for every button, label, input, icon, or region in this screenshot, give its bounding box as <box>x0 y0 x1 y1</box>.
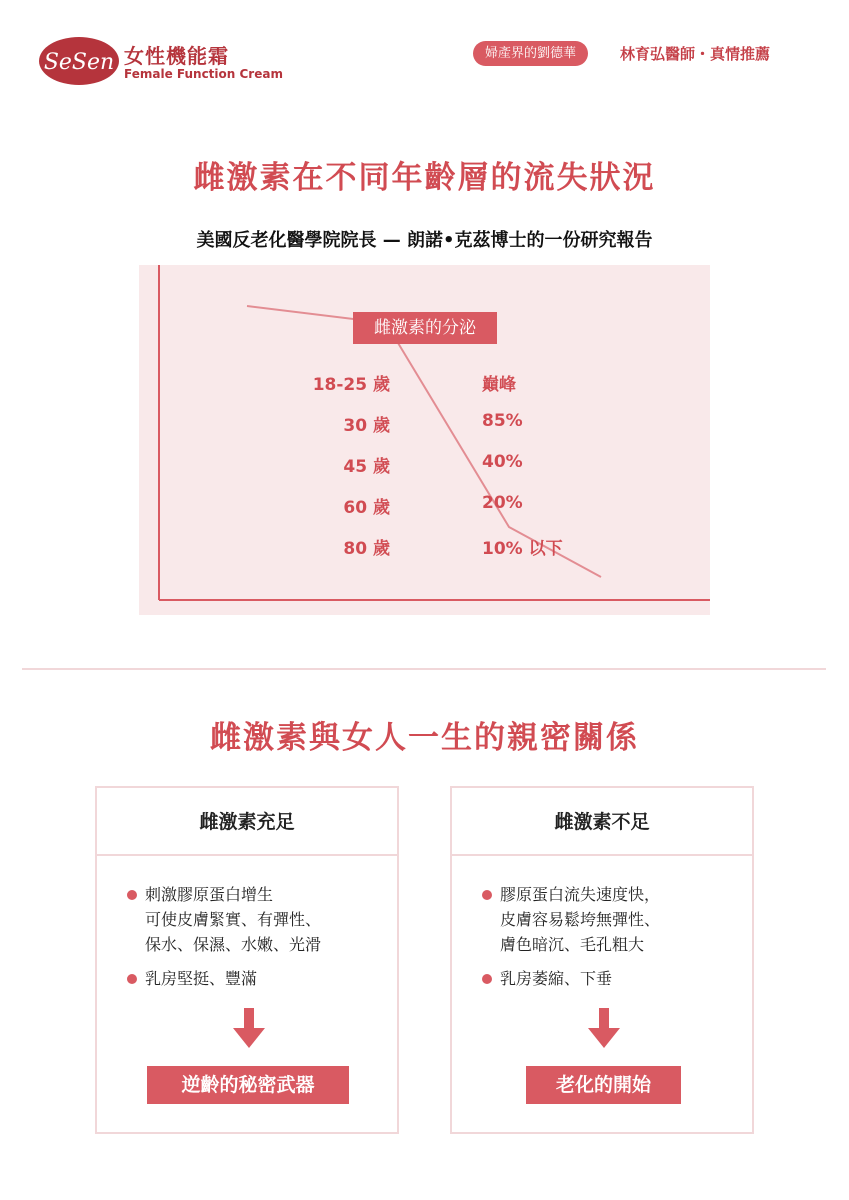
result-badge: 逆齡的秘密武器 <box>147 1066 349 1104</box>
card-heading: 雌激素充足 <box>97 788 397 856</box>
bullet-text: 乳房堅挺、豐滿 <box>145 969 258 988</box>
tag-badge: 婦產界的劉德華 <box>473 41 588 66</box>
bullet-text: 可使皮膚緊實、有彈性、 <box>145 910 322 929</box>
age-label: 80 歲 <box>343 539 390 559</box>
bullet-text: 膚色暗沉、毛孔粗大 <box>500 935 645 954</box>
bullet-text: 刺激膠原蛋白增生 <box>145 885 274 904</box>
bullet-text: 膠原蛋白流失速度快， <box>500 885 661 904</box>
card-insufficient <box>450 786 754 1134</box>
list-item <box>127 882 321 957</box>
list-item <box>127 966 257 991</box>
age-label: 18-25 歲 <box>312 375 390 395</box>
age-label: 45 歲 <box>343 457 390 477</box>
bullet-dot-icon <box>127 890 137 900</box>
result-badge: 老化的開始 <box>526 1066 681 1104</box>
section-divider <box>22 668 826 670</box>
age-label: 30 歲 <box>343 416 390 436</box>
secretion-value: 20% <box>482 493 523 513</box>
secretion-value: 40% <box>482 452 523 472</box>
bullet-text: 保水、保濕、水嫩、光滑 <box>145 935 322 954</box>
brand-name-en: Female Function Cream <box>124 67 283 81</box>
section1-subtitle: 美國反老化醫學院院長 — 朗諾•克茲博士的一份研究報告 <box>196 230 653 251</box>
header <box>0 0 849 110</box>
age-label: 60 歲 <box>343 498 390 518</box>
arrow-down-icon <box>233 1008 265 1048</box>
brand-logo <box>38 36 120 86</box>
card-heading: 雌激素不足 <box>452 788 752 856</box>
bullet-dot-icon <box>127 974 137 984</box>
arrow-down-icon <box>588 1008 620 1048</box>
secretion-label: 雌激素的分泌 <box>353 312 497 344</box>
doctor-recommendation: 林育弘醫師・真情推薦 <box>620 45 771 63</box>
card-sufficient <box>95 786 399 1134</box>
list-item <box>482 966 612 991</box>
list-item <box>482 882 660 957</box>
section1-title: 雌激素在不同年齡層的流失狀況 <box>193 160 656 196</box>
bullet-dot-icon <box>482 890 492 900</box>
secretion-value: 巔峰 <box>482 375 516 395</box>
bullet-dot-icon <box>482 974 492 984</box>
bullet-text: 乳房萎縮、下垂 <box>500 969 613 988</box>
bullet-text: 皮膚容易鬆垮無彈性、 <box>500 910 661 929</box>
secretion-value: 85% <box>482 411 523 431</box>
brand-logo-text: SeSen <box>43 50 115 75</box>
secretion-value: 10% 以下 <box>482 539 563 559</box>
section2-title: 雌激素與女人一生的親密關係 <box>210 720 639 756</box>
brand-name-cn: 女性機能霜 <box>124 44 229 68</box>
